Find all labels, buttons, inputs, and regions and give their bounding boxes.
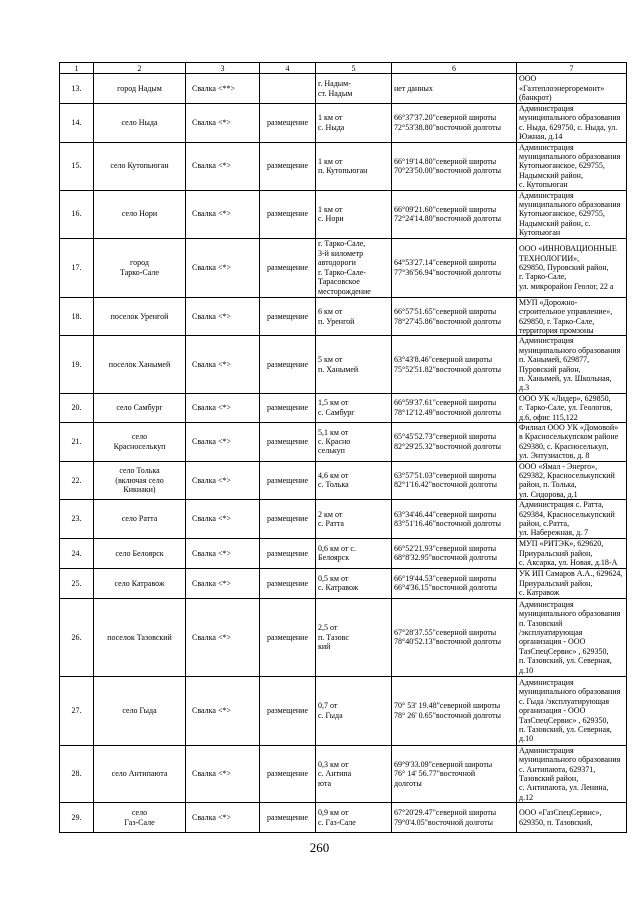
settlement-name: город Тарко-Сале xyxy=(94,238,186,297)
table-row xyxy=(60,676,627,745)
object-location: г. Тарко-Сале, 3-й километр автодороги г. Тарко-Сале- Тарасовское месторождение xyxy=(316,238,392,297)
settlement-name: поселок Ханымей xyxy=(94,336,186,393)
row-number: 21. xyxy=(60,422,94,461)
table-row xyxy=(60,598,627,676)
object-purpose: размещение xyxy=(260,538,316,568)
object-operator: Администрация муниципального образования Кутопьюганское, 629755, Надымский район, с. Кутопьюган xyxy=(517,142,627,190)
table-row xyxy=(60,461,627,500)
object-location: 0,9 км от с. Газ-Сале xyxy=(316,803,392,833)
object-location: 0,6 км от с. Белоярск xyxy=(316,538,392,568)
row-number: 24. xyxy=(60,538,94,568)
col-header: 6 xyxy=(392,63,517,74)
object-location: 2 км от с. Ратта xyxy=(316,500,392,539)
object-coordinates: 66°37'37.20"северной широты 72°53'38.80"восточной долготы xyxy=(392,104,517,143)
row-number: 16. xyxy=(60,190,94,238)
object-location: 1 км от п. Кутопьюган xyxy=(316,142,392,190)
settlement-name: село Толька (включая село Кикиаки) xyxy=(94,461,186,500)
object-location: 0,7 от с. Гыда xyxy=(316,676,392,745)
object-location: 5,1 км от с. Красно селькуп xyxy=(316,422,392,461)
object-operator: Администрация муниципального образования с. Гыда /эксплуатирующая организация - ООО ТазСпецСервис» , 629350, п. Тазовский, ул. Северная, д.10 xyxy=(517,676,627,745)
object-coordinates: 65°45'52.73"северной широты 82°29'25.32"восточной долготы xyxy=(392,422,517,461)
object-type: Свалка <*> xyxy=(186,336,260,393)
object-coordinates: 66°59'37.61"северной широты 78°12'12.49"восточной долготы xyxy=(392,393,517,422)
col-header: 7 xyxy=(517,63,627,74)
object-location: 0,5 км от с. Катравож xyxy=(316,568,392,598)
object-operator: МУП «Дорожно- строительное управление», 629850, г. Тарко-Сале, территория промзоны xyxy=(517,297,627,336)
settlement-name: село Газ-Сале xyxy=(94,803,186,833)
object-operator: Администрация муниципального образования Кутопьюганское, 629755, Надымский район, с. Кутопьюган xyxy=(517,190,627,238)
object-type: Свалка <*> xyxy=(186,393,260,422)
object-location: 6 км от п. Уренгой xyxy=(316,297,392,336)
table-row xyxy=(60,745,627,802)
table-row xyxy=(60,422,627,461)
object-operator: ООО «ГазСпецСервис», 629350, п. Тазовский, xyxy=(517,803,627,833)
col-header: 2 xyxy=(94,63,186,74)
object-type: Свалка <*> xyxy=(186,598,260,676)
settlement-name: село Ратта xyxy=(94,500,186,539)
table-row xyxy=(60,142,627,190)
landfill-table xyxy=(59,62,627,833)
object-operator: Администрация муниципального образования п. Тазовский /эксплуатирующая организация - ООО ТазСпецСервис» , 629350, п. Тазовский, ул. Северная, д.10 xyxy=(517,598,627,676)
settlement-name: село Самбург xyxy=(94,393,186,422)
page-number: 260 xyxy=(309,840,330,855)
object-purpose xyxy=(260,74,316,104)
table-row xyxy=(60,336,627,393)
object-operator: Администрация муниципального образования с. Антипаюта, 629371, Тазовский район, с. Антипаюта, ул. Ленина, д.12 xyxy=(517,745,627,802)
object-operator: ООО «ИННОВАЦИОННЫЕ ТЕХНОЛОГИИ», 629850, Пуровский район, г. Тарко-Сале, ул. микрорайон Геолог, 22 а xyxy=(517,238,627,297)
settlement-name: село Кутопьюган xyxy=(94,142,186,190)
object-coordinates: 63°34'46.44"северной широты 83°51'16.46"восточной долготы xyxy=(392,500,517,539)
object-purpose: размещение xyxy=(260,393,316,422)
object-purpose: размещение xyxy=(260,238,316,297)
row-number: 14. xyxy=(60,104,94,143)
settlement-name: село Антипаюта xyxy=(94,745,186,802)
object-operator: Филиал ООО УК «Домовой» в Красноселькупском районе 629380, с. Красноселькуп, ул. Энтузиастов, д. 8 xyxy=(517,422,627,461)
col-header: 3 xyxy=(186,63,260,74)
object-coordinates: 70° 53' 19.48"северной широты 78° 26' 0.65"восточной долготы xyxy=(392,676,517,745)
object-type: Свалка <*> xyxy=(186,461,260,500)
settlement-name: село Красноселькуп xyxy=(94,422,186,461)
object-location: 1 км от с. Ныда xyxy=(316,104,392,143)
row-number: 23. xyxy=(60,500,94,539)
object-coordinates: 63°43'8.46"северной широты 75°52'51.82"восточной долготы xyxy=(392,336,517,393)
row-number: 27. xyxy=(60,676,94,745)
row-number: 13. xyxy=(60,74,94,104)
object-type: Свалка <*> xyxy=(186,104,260,143)
object-location: 4,6 км от с. Толька xyxy=(316,461,392,500)
object-location: 1 км от с. Нори xyxy=(316,190,392,238)
row-number: 18. xyxy=(60,297,94,336)
row-number: 26. xyxy=(60,598,94,676)
object-coordinates: 67°20'29.47"северной широты 79°0'4.05"восточной долготы xyxy=(392,803,517,833)
object-type: Свалка <*> xyxy=(186,297,260,336)
row-number: 29. xyxy=(60,803,94,833)
col-header: 4 xyxy=(260,63,316,74)
row-number: 17. xyxy=(60,238,94,297)
settlement-name: село Гыда xyxy=(94,676,186,745)
settlement-name: село Белоярск xyxy=(94,538,186,568)
object-type: Свалка <**> xyxy=(186,74,260,104)
object-purpose: размещение xyxy=(260,104,316,143)
row-number: 20. xyxy=(60,393,94,422)
settlement-name: поселок Уренгой xyxy=(94,297,186,336)
object-purpose: размещение xyxy=(260,297,316,336)
object-purpose: размещение xyxy=(260,336,316,393)
table-row xyxy=(60,190,627,238)
object-purpose: размещение xyxy=(260,500,316,539)
settlement-name: село Катравож xyxy=(94,568,186,598)
object-type: Свалка <*> xyxy=(186,568,260,598)
settlement-name: поселок Тазовский xyxy=(94,598,186,676)
col-header: 5 xyxy=(316,63,392,74)
object-purpose: размещение xyxy=(260,745,316,802)
object-purpose: размещение xyxy=(260,461,316,500)
object-purpose: размещение xyxy=(260,422,316,461)
object-coordinates: 66°19'44.53"северной широты 66°4'36.15"восточной долготы xyxy=(392,568,517,598)
settlement-name: село Ныда xyxy=(94,104,186,143)
object-type: Свалка <*> xyxy=(186,142,260,190)
table-row xyxy=(60,74,627,104)
object-location: 5 км от п. Ханымей xyxy=(316,336,392,393)
table-row xyxy=(60,500,627,539)
object-location: г. Надым- ст. Надым xyxy=(316,74,392,104)
object-coordinates: 64°53'27.14"северной широты 77°36'56.94"восточной долготы xyxy=(392,238,517,297)
table-row xyxy=(60,568,627,598)
column-number-row xyxy=(60,63,627,74)
object-operator: Администрация муниципального образования с. Ныда, 629750, с. Ныда, ул. Южная, д.14 xyxy=(517,104,627,143)
object-coordinates: 66°52'21.93"северной широты 68°8'32.95"восточной долготы xyxy=(392,538,517,568)
object-type: Свалка <*> xyxy=(186,238,260,297)
object-operator: Администрация муниципального образования п. Ханымей, 629877, Пуровский район, п. Ханымей, ул. Школьная, д.3 xyxy=(517,336,627,393)
object-operator: ООО УК «Лидер», 629850, г. Тарко-Сале, ул. Геологов, д.6, офис 115,122 xyxy=(517,393,627,422)
object-type: Свалка <*> xyxy=(186,500,260,539)
document-sheet xyxy=(59,62,626,833)
object-purpose: размещение xyxy=(260,803,316,833)
row-number: 22. xyxy=(60,461,94,500)
table-row xyxy=(60,538,627,568)
object-type: Свалка <*> xyxy=(186,803,260,833)
row-number: 28. xyxy=(60,745,94,802)
object-purpose: размещение xyxy=(260,568,316,598)
object-purpose: размещение xyxy=(260,676,316,745)
table-row xyxy=(60,393,627,422)
table-row xyxy=(60,238,627,297)
object-coordinates: нет данных xyxy=(392,74,517,104)
object-coordinates: 66°09'21.60"северной широты 72°24'14.80"восточной долготы xyxy=(392,190,517,238)
object-operator: ООО «Ямал - Энерго», 629382, Красноселькупский район, п. Толька, ул. Сидорова, д.1 xyxy=(517,461,627,500)
object-operator: Администрация с. Ратта, 629384, Красноселькупский район, с.Ратта, ул. Набережная, д. 7 xyxy=(517,500,627,539)
object-coordinates: 69°9'33.09"северной широты 76° 14' 56.77"восточной долготы xyxy=(392,745,517,802)
object-purpose: размещение xyxy=(260,142,316,190)
object-purpose: размещение xyxy=(260,190,316,238)
object-operator: УК ИП Самаров А.А., 629624, Приуральский район, с. Катравож xyxy=(517,568,627,598)
object-coordinates: 63°57'51.03"северной широты 82°1'16.42"восточной долготы xyxy=(392,461,517,500)
col-header: 1 xyxy=(60,63,94,74)
object-type: Свалка <*> xyxy=(186,745,260,802)
table-row xyxy=(60,297,627,336)
object-coordinates: 66°57'51.65"северной широты 78°27'45.86"восточной долготы xyxy=(392,297,517,336)
row-number: 19. xyxy=(60,336,94,393)
object-type: Свалка <*> xyxy=(186,676,260,745)
object-location: 0,3 км от с. Антипа юта xyxy=(316,745,392,802)
row-number: 15. xyxy=(60,142,94,190)
object-type: Свалка <*> xyxy=(186,422,260,461)
object-coordinates: 66°19'14.80"северной широты 70°23'50.00"восточной долготы xyxy=(392,142,517,190)
object-location: 1,5 км от с. Самбург xyxy=(316,393,392,422)
object-location: 2,5 от п. Тазовс кий xyxy=(316,598,392,676)
settlement-name: село Нори xyxy=(94,190,186,238)
row-number: 25. xyxy=(60,568,94,598)
object-operator: МУП «РИТЭК», 629620, Приуральский район, с. Аксарка, ул. Новая, д.18-А xyxy=(517,538,627,568)
object-type: Свалка <*> xyxy=(186,190,260,238)
object-coordinates: 67°28'37.55"северной широты 78°40'52.13"восточной долготы xyxy=(392,598,517,676)
table-row xyxy=(60,803,627,833)
settlement-name: город Надым xyxy=(94,74,186,104)
table-row xyxy=(60,104,627,143)
object-purpose: размещение xyxy=(260,598,316,676)
object-type: Свалка <*> xyxy=(186,538,260,568)
object-operator: ООО «Газтеплоэнергоремонт» (банкрот) xyxy=(517,74,627,104)
